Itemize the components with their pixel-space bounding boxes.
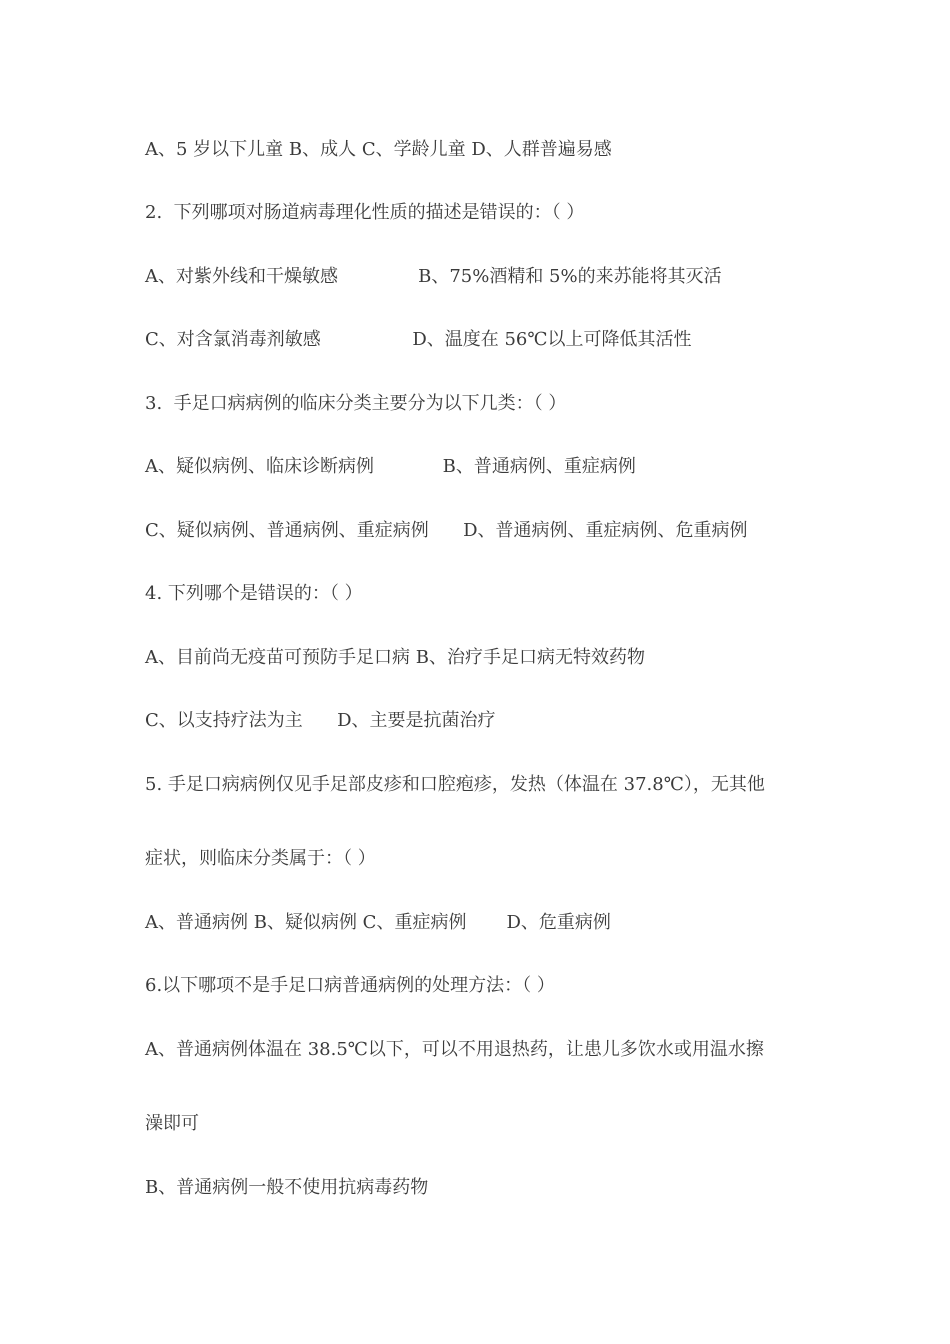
q1-options-line: A、5 岁以下儿童 B、成人 C、学龄儿童 D、人群普遍易感 (145, 139, 612, 160)
q5-stem-line-1: 5. 手足口病病例仅见手足部皮疹和口腔疱疹，发热（体温在 37.8℃），无其他 (145, 774, 765, 795)
q2-options-cd: C、对含氯消毒剂敏感 D、温度在 56℃以上可降低其活性 (145, 329, 692, 350)
q2-options-ab: A、对紫外线和干燥敏感 B、75%酒精和 5%的来苏能将其灭活 (145, 266, 722, 287)
q3-options-ab: A、疑似病例、临床诊断病例 B、普通病例、重症病例 (145, 456, 636, 477)
q3-stem: 3. 手足口病病例的临床分类主要分为以下几类：（ ） (145, 393, 567, 414)
q5-options: A、普通病例 B、疑似病例 C、重症病例 D、危重病例 (145, 912, 611, 933)
q6-option-a-line-2: 澡即可 (145, 1113, 199, 1134)
q6-stem: 6.以下哪项不是手足口病普通病例的处理方法：（ ） (145, 975, 555, 996)
q4-options-cd: C、以支持疗法为主 D、主要是抗菌治疗 (145, 710, 496, 731)
q4-stem: 4. 下列哪个是错误的：（ ） (145, 583, 363, 604)
q3-options-cd: C、疑似病例、普通病例、重症病例 D、普通病例、重症病例、危重病例 (145, 520, 748, 541)
q4-options-ab: A、目前尚无疫苗可预防手足口病 B、治疗手足口病无特效药物 (145, 647, 645, 668)
q6-option-b: B、普通病例一般不使用抗病毒药物 (145, 1177, 429, 1198)
q5-stem-line-2: 症状，则临床分类属于：（ ） (145, 848, 376, 869)
q2-stem: 2. 下列哪项对肠道病毒理化性质的描述是错误的：（ ） (145, 202, 585, 223)
q6-option-a-line-1: A、普通病例体温在 38.5℃以下，可以不用退热药，让患儿多饮水或用温水擦 (145, 1039, 764, 1060)
